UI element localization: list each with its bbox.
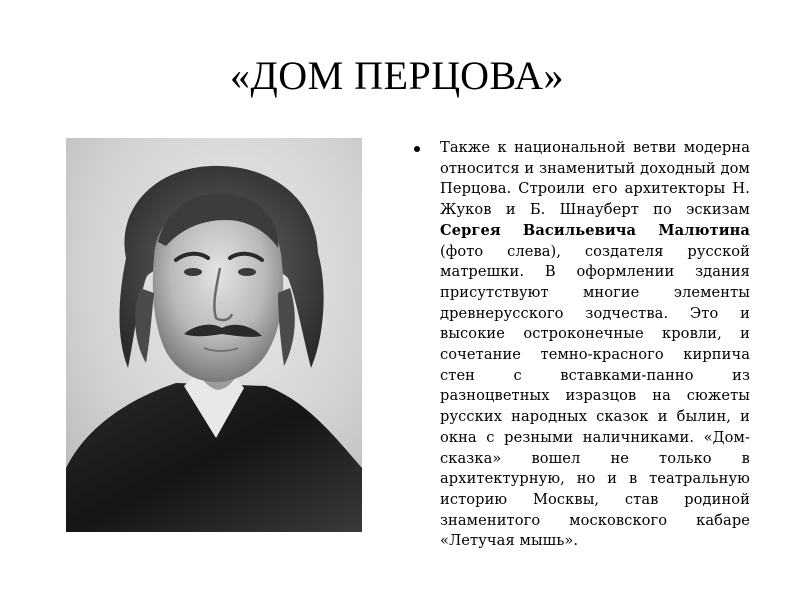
portrait-image	[66, 138, 362, 532]
paragraph-bold-name: Сергея Васильевича Малютина	[440, 221, 750, 239]
bullet-list	[412, 138, 750, 552]
bullet-paragraph	[412, 138, 750, 552]
paragraph-text-part2: (фото слева), создателя русской матрешки. В оформлении здания присутствуют многие элементы древнерусского зодчества. Это и высокие остроконечные кровли, и сочетание темно-красного кирпича стен с вставками-панно из разноцветных изразцов на сюжеты русских народных сказок и былин, и окна с резными наличниками. «Дом-сказка» вошел не только в архитектурную, но и в театральную историю Москвы, став родиной знаменитого московского кабаре «Летучая мышь».	[440, 242, 750, 550]
portrait-photo	[66, 138, 362, 532]
bullet-dot-icon	[414, 146, 420, 152]
paragraph-text-part1: Также к национальной ветви модерна относится и знаменитый доходный дом Перцова. Строили его архитекторы Н. Жуков и Б. Шнауберт по эскизам	[440, 139, 750, 219]
slide-title: «ДОМ ПЕРЦОВА»	[229, 53, 565, 98]
